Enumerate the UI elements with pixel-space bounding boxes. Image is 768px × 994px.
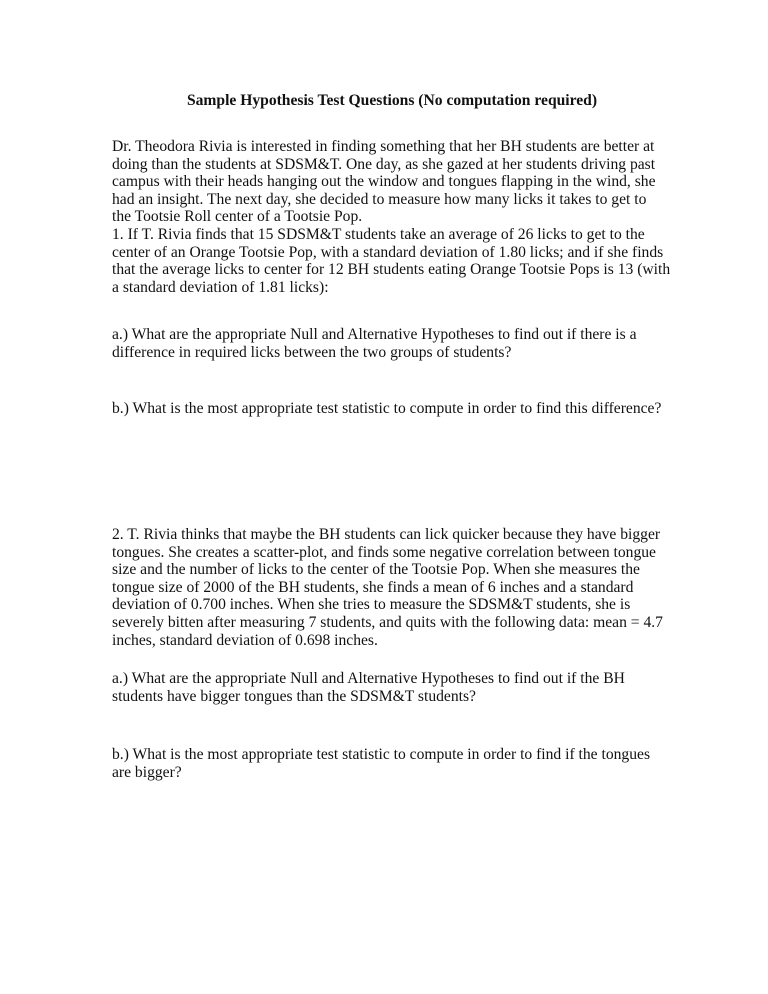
q2b-line: b.) What is the most appropriate test statistic to compute in order to find if the tongues <box>112 746 651 763</box>
q2a-line: students have bigger tongues than the SDSM&T students? <box>112 687 476 705</box>
question-1a <box>112 326 680 361</box>
intro-line: campus with their heads hanging out the window and tongues flapping in the wind, she <box>112 173 656 191</box>
document-title: Sample Hypothesis Test Questions (No computation required) <box>186 92 598 109</box>
intro-line: doing than the students at SDSM&T. One day, as she gazed at her students driving past <box>112 155 656 173</box>
question-2-stem <box>112 526 680 649</box>
question-2a <box>112 670 680 705</box>
q2-stem-line: inches, standard deviation of 0.698 inches. <box>112 631 378 649</box>
q1-stem-line: 1. If T. Rivia finds that 15 SDSM&T students take an average of 26 licks to get to the <box>112 226 645 243</box>
q1-stem-line: center of an Orange Tootsie Pop, with a standard deviation of 1.80 licks; and if she finds <box>112 243 664 261</box>
intro-line: Dr. Theodora Rivia is interested in finding something that her BH students are better at <box>112 138 655 155</box>
q2-stem-line: tongue size of 2000 of the BH students, she finds a mean of 6 inches and a standard <box>112 578 634 596</box>
question-1-stem <box>112 226 680 296</box>
q2-stem-line: size and the number of licks to the center of the Tootsie Pop. When she measures the <box>112 561 640 579</box>
q1-stem-line: a standard deviation of 1.81 licks): <box>112 278 329 296</box>
intro-paragraph <box>112 138 680 226</box>
q1a-line: difference in required licks between the two groups of students? <box>112 343 512 361</box>
q1a-line: a.) What are the appropriate Null and Alternative Hypotheses to find out if there is a <box>112 326 637 343</box>
q2a-line: a.) What are the appropriate Null and Alternative Hypotheses to find out if the BH <box>112 670 625 687</box>
intro-line: the Tootsie Roll center of a Tootsie Pop. <box>112 208 363 226</box>
question-1b <box>112 400 680 418</box>
q2-stem-line: deviation of 0.700 inches. When she tries to measure the SDSM&T students, she is <box>112 596 631 614</box>
q2-stem-line: 2. T. Rivia thinks that maybe the BH students can lick quicker because they have bigger <box>112 526 661 543</box>
q2b-line: are bigger? <box>112 763 182 781</box>
question-2b <box>112 746 680 781</box>
intro-line: had an insight. The next day, she decided to measure how many licks it takes to get to <box>112 190 647 208</box>
q2-stem-line: tongues. She creates a scatter-plot, and finds some negative correlation between tongue <box>112 543 656 561</box>
q1-stem-line: that the average licks to center for 12 BH students eating Orange Tootsie Pops is 13 (with <box>112 261 671 279</box>
q2-stem-line: severely bitten after measuring 7 students, and quits with the following data: mean = 4.7 <box>112 613 663 631</box>
q1b-line: b.) What is the most appropriate test statistic to compute in order to find this difference? <box>112 400 662 417</box>
